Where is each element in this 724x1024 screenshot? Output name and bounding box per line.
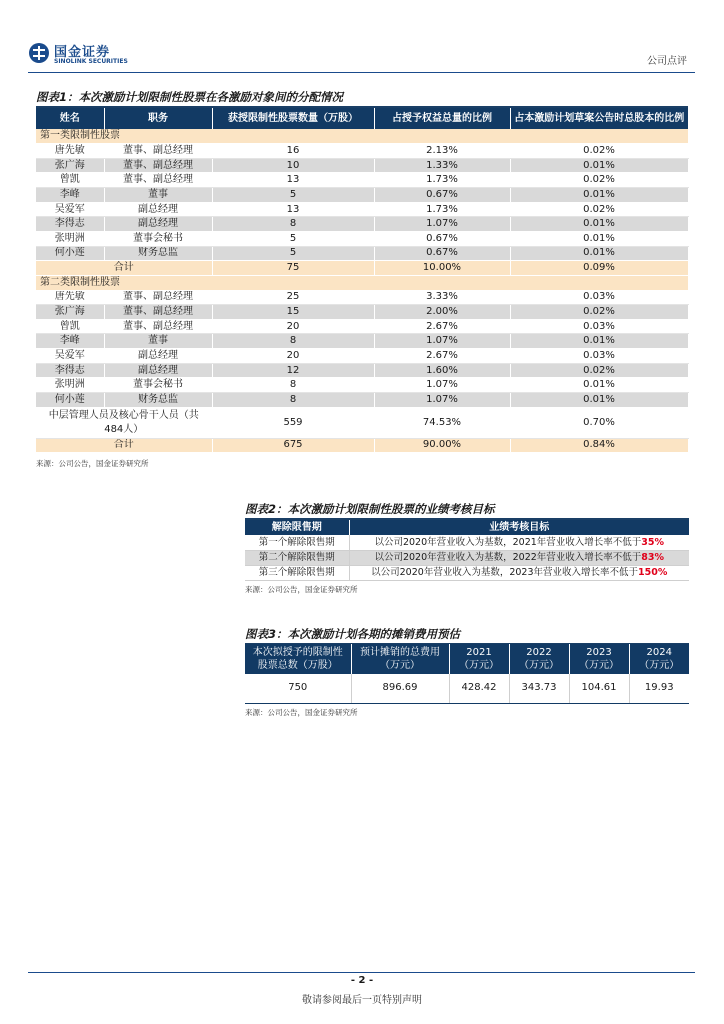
table-cell [349, 565, 689, 580]
table-cell: 吴爱军 [36, 202, 104, 217]
table-row [36, 202, 688, 217]
table-cell: 0.02% [510, 144, 688, 159]
table-row [245, 535, 689, 550]
column-header: 占授予权益总量的比例 [374, 108, 510, 129]
table-cell: 1.07% [374, 393, 510, 408]
table-cell: 343.73 [509, 674, 569, 703]
table-cell: 12 [212, 363, 374, 378]
table-cell: 8 [212, 334, 374, 349]
table-row [36, 217, 688, 232]
table-cell: 1.07% [374, 378, 510, 393]
table-cell: 0.70% [510, 407, 688, 438]
header-divider [28, 72, 695, 73]
table-cell: 0.01% [510, 334, 688, 349]
table-cell: 唐先敏 [36, 290, 104, 305]
amortization-table [245, 644, 689, 704]
table-row [245, 674, 689, 703]
column-header [351, 644, 449, 674]
table-cell [349, 535, 689, 550]
table-cell: 0.03% [510, 290, 688, 305]
table-cell: 1.07% [374, 217, 510, 232]
table-cell: 0.01% [510, 378, 688, 393]
table-cell: 李峰 [36, 334, 104, 349]
table-row [36, 319, 688, 334]
table-cell: 何小莲 [36, 246, 104, 261]
target-text: 以公司2020年营业收入为基数，2023年营业收入增长率不低于 [371, 566, 638, 578]
table-cell: 副总经理 [104, 202, 212, 217]
table-cell: 0.01% [510, 393, 688, 408]
figure-2-title: 图表2：本次激励计划限制性股票的业绩考核目标 [245, 502, 495, 516]
header-line: （万元） [459, 660, 499, 671]
column-header [449, 644, 509, 674]
table-cell: 董事会秘书 [104, 231, 212, 246]
table-cell: 5 [212, 246, 374, 261]
table-cell: 张明洲 [36, 378, 104, 393]
table-cell: 1.73% [374, 202, 510, 217]
page-number: - 2 - [350, 975, 374, 986]
table-cell: 董事、副总经理 [104, 173, 212, 188]
target-percent: 83% [641, 551, 665, 563]
figure-1-source: 来源：公司公告，国金证券研究所 [36, 459, 149, 468]
table-cell: 750 [245, 674, 351, 703]
column-header: 业绩考核目标 [349, 520, 689, 535]
table-cell: 董事、副总经理 [104, 144, 212, 159]
table-cell [349, 550, 689, 565]
table-cell: 428.42 [449, 674, 509, 703]
table-cell: 唐先敏 [36, 144, 104, 159]
section-label: 第一类限制性股票 [36, 129, 688, 144]
table-cell: 1.33% [374, 158, 510, 173]
table-cell: 10.00% [374, 261, 510, 276]
table-cell: 张明洲 [36, 231, 104, 246]
company-logo [28, 40, 138, 70]
performance-target-table [245, 520, 689, 581]
figure-3-title: 图表3：本次激励计划各期的摊销费用预估 [245, 627, 460, 641]
table-cell: 李峰 [36, 188, 104, 203]
header-line: 2024 [646, 646, 672, 658]
table-cell: 15 [212, 305, 374, 320]
table-row [36, 334, 688, 349]
table-cell: 559 [212, 407, 374, 438]
logo-text-cn: 国金证券 [54, 45, 111, 60]
table-header-row [245, 520, 689, 535]
table-cell: 1.73% [374, 173, 510, 188]
table-cell: 75 [212, 261, 374, 276]
table-cell: 896.69 [351, 674, 449, 703]
table-cell: 10 [212, 158, 374, 173]
column-header: 职务 [104, 108, 212, 129]
table-row [36, 393, 688, 408]
figure-2-source: 来源：公司公告，国金证券研究所 [245, 585, 358, 594]
table-cell: 0.01% [510, 231, 688, 246]
table-cell: 何小莲 [36, 393, 104, 408]
header-line: （万元） [380, 660, 420, 671]
figure-3-source: 来源：公司公告，国金证券研究所 [245, 708, 358, 717]
table-row [36, 378, 688, 393]
table-cell: 财务总监 [104, 393, 212, 408]
table-cell: 董事、副总经理 [104, 305, 212, 320]
table-cell: 李得志 [36, 363, 104, 378]
column-header: 获授限制性股票数量（万股） [212, 108, 374, 129]
table-cell: 0.01% [510, 158, 688, 173]
table-cell: 0.03% [510, 349, 688, 364]
table-cell: 0.67% [374, 246, 510, 261]
table-cell: 5 [212, 231, 374, 246]
table-row [245, 565, 689, 580]
table-cell: 0.67% [374, 231, 510, 246]
column-header [569, 644, 629, 674]
header-line: 2023 [586, 646, 612, 658]
header-line: 本次拟授予的限制性 [252, 646, 343, 658]
table-cell: 吴爱军 [36, 349, 104, 364]
header-line: （万元） [639, 660, 680, 671]
table-cell: 0.03% [510, 319, 688, 334]
table-cell: 副总经理 [104, 363, 212, 378]
table-cell: 董事会秘书 [104, 378, 212, 393]
column-header [629, 644, 689, 674]
column-header [509, 644, 569, 674]
table-cell: 董事、副总经理 [104, 319, 212, 334]
table-row [36, 246, 688, 261]
table-cell: 20 [212, 319, 374, 334]
table-header-row [245, 644, 689, 674]
table-row [36, 173, 688, 188]
table-cell: 曾凯 [36, 319, 104, 334]
column-header: 姓名 [36, 108, 104, 129]
table-cell: 13 [212, 202, 374, 217]
target-text: 以公司2020年营业收入为基数，2022年营业收入增长率不低于 [374, 551, 642, 563]
table-cell: 0.01% [510, 188, 688, 203]
table-cell: 0.67% [374, 188, 510, 203]
table-cell: 0.02% [510, 173, 688, 188]
table-cell: 0.02% [510, 202, 688, 217]
table-cell: 董事、副总经理 [104, 290, 212, 305]
table-cell: 第三个解除限售期 [245, 565, 349, 580]
table-cell: 张广海 [36, 305, 104, 320]
header-line: （万元） [579, 660, 619, 671]
figure-1-title: 图表1：本次激励计划限制性股票在各激励对象间的分配情况 [36, 90, 343, 104]
table-cell: 张广海 [36, 158, 104, 173]
table-cell: 74.53% [374, 407, 510, 438]
table-row [36, 231, 688, 246]
header-line: 2021 [466, 646, 492, 658]
table-cell: 李得志 [36, 217, 104, 232]
table-cell: 1.07% [374, 334, 510, 349]
header-line: 预计摊销的总费用 [360, 646, 440, 658]
column-header [245, 644, 351, 674]
table-row [36, 144, 688, 159]
section-row [36, 275, 688, 290]
table-cell: 董事、副总经理 [104, 158, 212, 173]
column-header: 解除限售期 [245, 520, 349, 535]
table-cell: 0.84% [510, 438, 688, 453]
table-cell: 25 [212, 290, 374, 305]
target-percent: 35% [641, 536, 665, 548]
table-cell: 0.09% [510, 261, 688, 276]
table-cell: 副总经理 [104, 217, 212, 232]
table-row [36, 290, 688, 305]
table-cell: 8 [212, 393, 374, 408]
table-cell: 财务总监 [104, 246, 212, 261]
table-row [36, 363, 688, 378]
target-percent: 150% [638, 566, 668, 578]
table-cell: 675 [212, 438, 374, 453]
total-label: 合计 [36, 438, 212, 453]
table-cell: 2.13% [374, 144, 510, 159]
section-row [36, 129, 688, 144]
table-cell: 104.61 [569, 674, 629, 703]
column-header: 占本激励计划草案公告时总股本的比例 [510, 108, 688, 129]
table-header-row [36, 108, 688, 129]
table-cell: 8 [212, 217, 374, 232]
table-cell: 0.01% [510, 246, 688, 261]
sinolink-logo-icon [28, 42, 50, 64]
table-cell: 0.02% [510, 363, 688, 378]
table-cell: 第一个解除限售期 [245, 535, 349, 550]
table-cell: 2.67% [374, 349, 510, 364]
total-label: 合计 [36, 261, 212, 276]
table-cell: 8 [212, 378, 374, 393]
table-cell: 董事 [104, 188, 212, 203]
report-type-label: 公司点评 [647, 56, 687, 67]
table-cell: 3.33% [374, 290, 510, 305]
target-text: 以公司2020年营业收入为基数，2021年营业收入增长率不低于 [374, 536, 642, 548]
table-row [36, 158, 688, 173]
page-header [28, 40, 695, 70]
table-cell: 13 [212, 173, 374, 188]
table-row [36, 407, 688, 438]
table-cell: 中层管理人员及核心骨干人员（共484人） [36, 407, 212, 438]
total-row [36, 261, 688, 276]
table-cell: 董事 [104, 334, 212, 349]
table-cell: 副总经理 [104, 349, 212, 364]
table-cell: 第二个解除限售期 [245, 550, 349, 565]
table-cell: 2.00% [374, 305, 510, 320]
allocation-table [36, 108, 689, 453]
logo-text-en: SINOLINK SECURITIES [54, 58, 128, 65]
header-line: （万元） [519, 660, 559, 671]
section-label: 第二类限制性股票 [36, 275, 688, 290]
table-cell: 曾凯 [36, 173, 104, 188]
table-row [245, 550, 689, 565]
table-cell: 16 [212, 144, 374, 159]
table-cell: 0.02% [510, 305, 688, 320]
total-row [36, 438, 688, 453]
footer-divider [28, 972, 695, 973]
table-cell: 2.67% [374, 319, 510, 334]
table-cell: 5 [212, 188, 374, 203]
table-cell: 19.93 [629, 674, 689, 703]
table-cell: 0.01% [510, 217, 688, 232]
header-line: 2022 [526, 646, 552, 658]
disclaimer-note: 敬请参阅最后一页特别声明 [302, 995, 422, 1006]
table-row [36, 188, 688, 203]
table-cell: 90.00% [374, 438, 510, 453]
table-row [36, 305, 688, 320]
header-line: 股票总数（万股） [257, 660, 338, 671]
table-cell: 20 [212, 349, 374, 364]
table-row [36, 349, 688, 364]
table-cell: 1.60% [374, 363, 510, 378]
